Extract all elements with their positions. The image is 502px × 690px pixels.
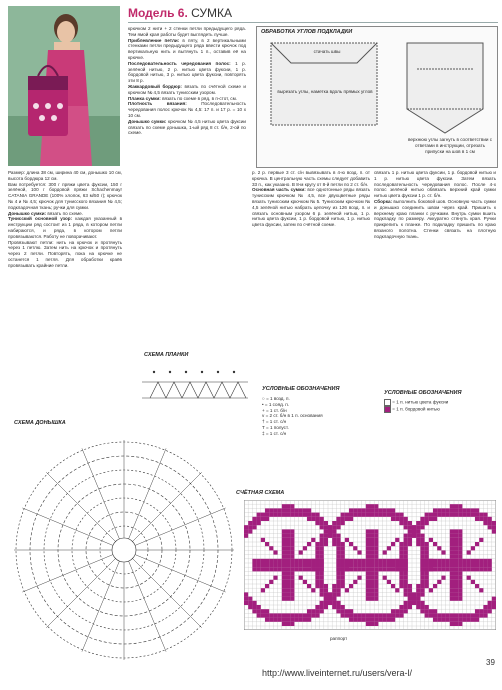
bottom-scheme (8, 430, 240, 670)
main-body: все однотонные ряды вязать тунисским крючком № 4,5, все двухцветные ряды вязать тунисским крючком № 5. Тунисским крючком № 4,5 зелёной нитью набрать цепочку из 126 возд. п. и связать основным узором 6 р. зелёной нитью, 1 р. нитью цвета фуксии, 1 р. бордовой нитью, 1 р. нитью цвета фуксии, затем по счётной схеме. (252, 187, 370, 228)
symbol-item-label: = 1 сояд. п. (264, 401, 290, 407)
intro-text: крючком 2 нити + 2 стенки петли предыдущего ряда. Тем ямой края работы будет выглядеть лучше. (128, 26, 246, 37)
bottom-body: вязать по схеме. (47, 210, 83, 216)
tunis-heading: Тунисский основной узор: (8, 216, 73, 222)
label-left: вырезать углы, наметка вдоль прямых углов (277, 89, 373, 94)
chart-title: СЧЁТНАЯ СХЕМА (236, 490, 285, 496)
model-label: Модель 6. (128, 6, 188, 20)
color-legend-item (384, 406, 496, 413)
footer-url: http://www.liveinternet.ru/users/vera-l/ (262, 668, 413, 678)
attach-section (128, 38, 246, 61)
model-name: СУМКА (191, 6, 233, 20)
counting-chart (244, 500, 496, 630)
color-legend-title: УСЛОВНЫЕ ОБОЗНАЧЕНИЯ (384, 390, 462, 396)
burgundy-swatch-icon (384, 406, 391, 413)
sequence-heading: Последовательность чередования полос: (128, 60, 231, 66)
density-body: Последовательность чередования полос крючок № 4,5: 17 п. и 17 р. = 10 х 10 см. (128, 101, 246, 118)
symbol-legend-title: УСЛОВНЫЕ ОБОЗНАЧЕНИЯ (262, 386, 340, 392)
main-section (252, 187, 370, 228)
bottom2-heading: Донышко сумки: (128, 118, 167, 124)
main-heading: Основная часть сумки: (252, 187, 306, 193)
dc-icon: † (262, 419, 266, 425)
sc-icon: + (262, 407, 266, 413)
corner-diagram (256, 26, 498, 168)
white-swatch-icon (384, 399, 391, 406)
density-section (128, 101, 246, 118)
page-header (128, 6, 498, 23)
column-3-text (252, 170, 370, 365)
border-body: вязать по счётной схеме и крючком № 4,5 вязать тунисским узором. (128, 83, 246, 95)
symbol-legend-list (262, 396, 372, 437)
tunis-body: каждая указанный в инструкции ряд состоит из 1 ряда, в котором петли набираются, и ряда, в котором петли провязываются. Работу не поворачивают. (8, 216, 122, 239)
attach-body: в пяту, в 2 вертикальными стенками петли предыдущего ряда ввести крючок под вертикальную нить и вытянуть 1 п., оставив её на крючке. (128, 37, 246, 60)
symbol-item-label: = 1 ст. б/н (265, 407, 287, 413)
color-legend-label: = 1 п. нитью цвета фуксии (392, 399, 449, 405)
column-2-text (128, 26, 246, 344)
bottom-scheme-title: СХЕМА ДОНЫШКА (14, 420, 66, 426)
size-text: Размер: длина 38 см, ширина 40 см, донышко 10 см, высота бордюра 12 см. (8, 170, 122, 181)
assembly-body: выполнить боковой шов. Основную часть сумки и донышко соединить швом через край. Пришить к верхнему краю планки с ручками. Внутрь сумки вшить подкладку по размеру. Аккуратно стянуть края. Ручки прикрепить к планке. По подкладку пришить по краю вязаного полотна. Стенки связать на плотную подкладочную ткань. (374, 198, 496, 239)
border-heading: Жаккардовый бордюр: (128, 83, 182, 89)
color-legend (384, 390, 496, 430)
label-right: верхнюю углы загнуть в соответствии с ответами в инструкции, отрезать припуски на шов в 1 см (407, 137, 493, 154)
symbol-item-label: = 1 ст. с/н (265, 419, 287, 425)
scheme-planka-title: СХЕМА ПЛАНКИ (144, 352, 189, 358)
col4-intro: связать 1 р. нитью цвета фуксии, 1 р. бордовой нитью и 1 р. нитью цвета фуксии. Затем вязать последовательность чередования полос. После 4-х полос зелёной нитью обвязать верхний край сумки нитью цвета фуксии 1 р. ст. б/н. (374, 170, 496, 199)
bottom2-section (128, 119, 246, 136)
model-title (128, 6, 498, 20)
corner-diagram-title: ОБРАБОТКА УГЛОВ ПОДКЛАДКИ (261, 29, 353, 35)
symbol-item-label: = 1 возд. п. (266, 396, 290, 401)
bottom-heading: Донышко сумки: (8, 210, 47, 216)
symbol-item-label: = 1 ст. с/н (265, 430, 287, 436)
handle-heading: Планка сумки: (128, 95, 161, 101)
bottom2-body: крючком № 4,5 нитью цвета фуксии связать по схеме донышка, 1-ый ряд 8 ст. б/н, 2-ой по схеме. (128, 118, 246, 136)
inc-icon: v (262, 413, 266, 419)
symbol-item-label: = 1 полуст. (266, 424, 289, 430)
column-1-text (8, 170, 122, 410)
assembly-section (374, 199, 496, 240)
assembly-heading: Сборка: (374, 198, 393, 204)
photo-illustration (8, 6, 120, 166)
border-section (128, 84, 246, 96)
color-legend-label: = 1 п. бордовой нитью (392, 406, 440, 412)
tunis-instructions (8, 216, 122, 239)
label-top: стачать швы (313, 49, 341, 54)
model-photo (8, 6, 120, 166)
slip-icon: • (262, 401, 265, 407)
rapport-label: раппорт (330, 636, 348, 641)
sequence-section (128, 61, 246, 84)
dc2-icon: ‡ (262, 430, 266, 436)
hdc-icon: T (262, 424, 266, 430)
col3-intro: р. 2 р. первые 3 ст. с/н вывязывать в 4-ю возд. п. от крючка. В центральную часть схемы следует добавить 33 п., как указано. В 8-м кругу от 8-й петли по 2 ст. б/н. (252, 170, 370, 187)
handle-body: вязать по схеме в ряд, в п-стот, см. (162, 95, 238, 101)
attach-heading: Приблевление петли: (128, 37, 180, 43)
column-4-text (374, 170, 496, 365)
materials-text: Вам потребуется: 300 г пряжи цвета фуксии, 150 г зелёной, 100 г бордовой пряжи Schachenmayr CATANIA GRANDE (100% хлопок, 63 м/50 г); крючок № 4 и № 4,5; крючок для тунисского вязания № 4,5; подкладочная ткань; ручки для сумки. (8, 181, 122, 210)
scheme-planka (140, 362, 250, 402)
sequence-body: 1 р. зелёной нитью, 2 р. нитью цвета фуксии, 1 р. бордовой нитью, 3 р. нитью цвета фуксии, повторять эти 8 р. (128, 60, 246, 84)
symbol-item (262, 431, 372, 437)
symbol-item-label: = 2 ст. б/н в 1 п. основания (265, 413, 323, 419)
color-legend-item (384, 399, 496, 406)
symbol-legend (262, 386, 372, 476)
density-heading: Плотность вязания: (128, 101, 187, 107)
chain-icon: ○ (262, 396, 267, 401)
more-instructions: Провязывают петли: нить на крючок и протянуть через 1 петлю. Затем нить на крючок и протянуть через 2 петли. Повторять, пока на крючке не останется 1 петля. Для обработки краёв провязывать крайние петли. (8, 239, 122, 268)
page-number: 39 (486, 658, 495, 667)
